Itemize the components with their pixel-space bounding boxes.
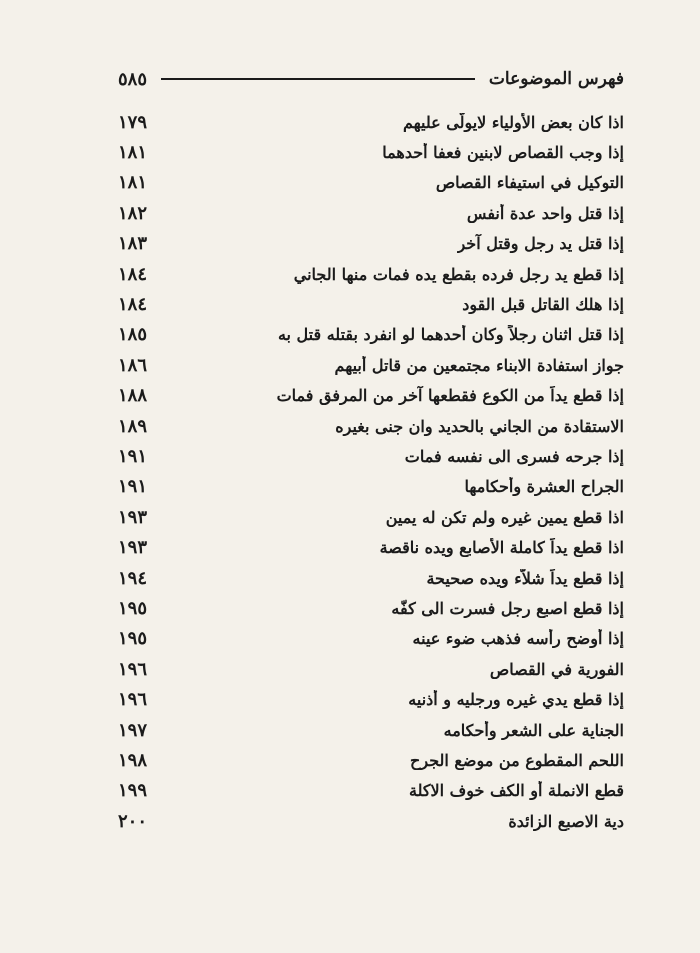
toc-entry: [118, 411, 624, 441]
toc-entry-page: ١٨٢: [118, 202, 148, 224]
toc-entry-page: ١٨٤: [118, 263, 148, 285]
toc-entry-title: إذا قطع يداً من الكوع فقطعها آخر من المرفق فمات: [276, 386, 624, 406]
toc-entry-page: ١٩٨: [118, 749, 148, 771]
toc-entry-title: إذا قطع يد رجل فرده بقطع يده فمات منها الجاني: [293, 264, 624, 284]
toc-entry-title: التوكيل في استيفاء القصاص: [435, 173, 624, 193]
toc-entry: [118, 168, 624, 198]
toc-entry-title: إذا قطع يدي غيره ورجليه و أُذنيه: [408, 690, 624, 710]
toc-entry: [118, 654, 624, 684]
toc-entry-page: ١٩٧: [118, 719, 148, 741]
toc-entry-page: ١٨١: [118, 142, 148, 164]
toc-entry: [118, 137, 624, 167]
toc-entry-page: ١٩٤: [118, 567, 148, 589]
toc-entry-page: ١٨١: [118, 172, 148, 194]
toc-entry-page: ١٨٥: [118, 324, 148, 346]
toc-entry: [118, 715, 624, 745]
toc-entry: [118, 502, 624, 532]
toc-entry-title: إذا هلك القاتل قبل القود: [462, 295, 624, 315]
toc-entry-page: ١٧٩: [118, 111, 148, 133]
header-rule: [161, 78, 475, 80]
toc-entry: [118, 381, 624, 411]
toc-entry: [118, 684, 624, 714]
table-of-contents: [118, 107, 624, 836]
toc-entry-title: الفورية في القصاص: [489, 659, 624, 679]
toc-entry-page: ١٩٥: [118, 597, 148, 619]
toc-entry: [118, 745, 624, 775]
toc-entry-page: ١٩٣: [118, 506, 148, 528]
toc-entry-page: ١٩٥: [118, 628, 148, 650]
toc-entry-page: ١٩٣: [118, 537, 148, 559]
toc-entry: [118, 441, 624, 471]
toc-entry-title: قطع الانملة أو الكف خوف الاكلة: [409, 781, 624, 801]
toc-entry-title: إذا أوضح رأسه فذهب ضوء عينه: [412, 629, 624, 649]
toc-entry-title: إذا جرحه فسرى الى نفسه فمات: [404, 446, 624, 466]
toc-entry: [118, 320, 624, 350]
toc-entry-title: الجناية على الشعر وأحكامه: [443, 720, 624, 740]
toc-entry-title: اذا قطع يمين غيره ولم تكن له يمين: [385, 507, 624, 527]
toc-entry-page: ١٨٩: [118, 415, 148, 437]
toc-entry: [118, 289, 624, 319]
page-header: [118, 62, 624, 96]
toc-entry-title: إذا قطع اصبع رجل فسرت الى كفّه: [391, 598, 624, 618]
header-page-number: ٥٨٥: [118, 68, 148, 90]
toc-entry: [118, 776, 624, 806]
toc-entry: [118, 350, 624, 380]
toc-entry: [118, 198, 624, 228]
toc-entry-page: ١٩١: [118, 476, 148, 498]
toc-entry-page: ١٩٩: [118, 780, 148, 802]
toc-entry-title: إذا قطع يداً شلاّء ويده صحيحة: [426, 568, 624, 588]
toc-entry-title: اذا قطع يداً كاملة الأصابع ويده ناقصة: [379, 538, 624, 558]
toc-entry-title: الاستقادة من الجاني بالحديد وان جنى بغيره: [335, 416, 624, 436]
toc-entry-page: ١٨٤: [118, 294, 148, 316]
toc-entry-title: اللحم المقطوع من موضع الجرح: [410, 750, 624, 770]
toc-entry: [118, 472, 624, 502]
toc-entry-title: إذا قتل اثنان رجلاً وكان أحدهما لو انفرد بقتله قتل به: [277, 325, 624, 345]
toc-entry: [118, 259, 624, 289]
toc-entry: [118, 593, 624, 623]
toc-entry-title: إذا قتل يد رجل وقتل آخر: [457, 234, 624, 254]
toc-entry-title: دية الاصبع الزائدة: [508, 811, 624, 831]
toc-entry-title: اذا كان بعض الأولياء لايولّى عليهم: [402, 112, 624, 132]
toc-entry: [118, 107, 624, 137]
header-title: فهرس الموضوعات: [488, 69, 624, 89]
toc-entry-page: ٢٠٠: [118, 810, 148, 832]
toc-entry: [118, 563, 624, 593]
toc-entry-page: ١٩١: [118, 445, 148, 467]
toc-entry: [118, 532, 624, 562]
toc-entry: [118, 229, 624, 259]
toc-entry-page: ١٨٨: [118, 385, 148, 407]
toc-entry-page: ١٩٦: [118, 658, 148, 680]
toc-entry-page: ١٨٦: [118, 354, 148, 376]
toc-entry-page: ١٨٣: [118, 233, 148, 255]
toc-entry: [118, 806, 624, 836]
toc-entry-title: الجراح العشرة وأحكامها: [464, 477, 624, 497]
toc-entry-page: ١٩٦: [118, 689, 148, 711]
toc-entry-title: إذا قتل واحد عدة أنفس: [466, 203, 624, 223]
toc-entry-title: إذا وجب القصاص لابنين فعفا أحدهما: [382, 143, 624, 163]
toc-entry: [118, 624, 624, 654]
toc-entry-title: جواز استفادة الابناء مجتمعين من قاتل أبيهم: [334, 355, 624, 375]
